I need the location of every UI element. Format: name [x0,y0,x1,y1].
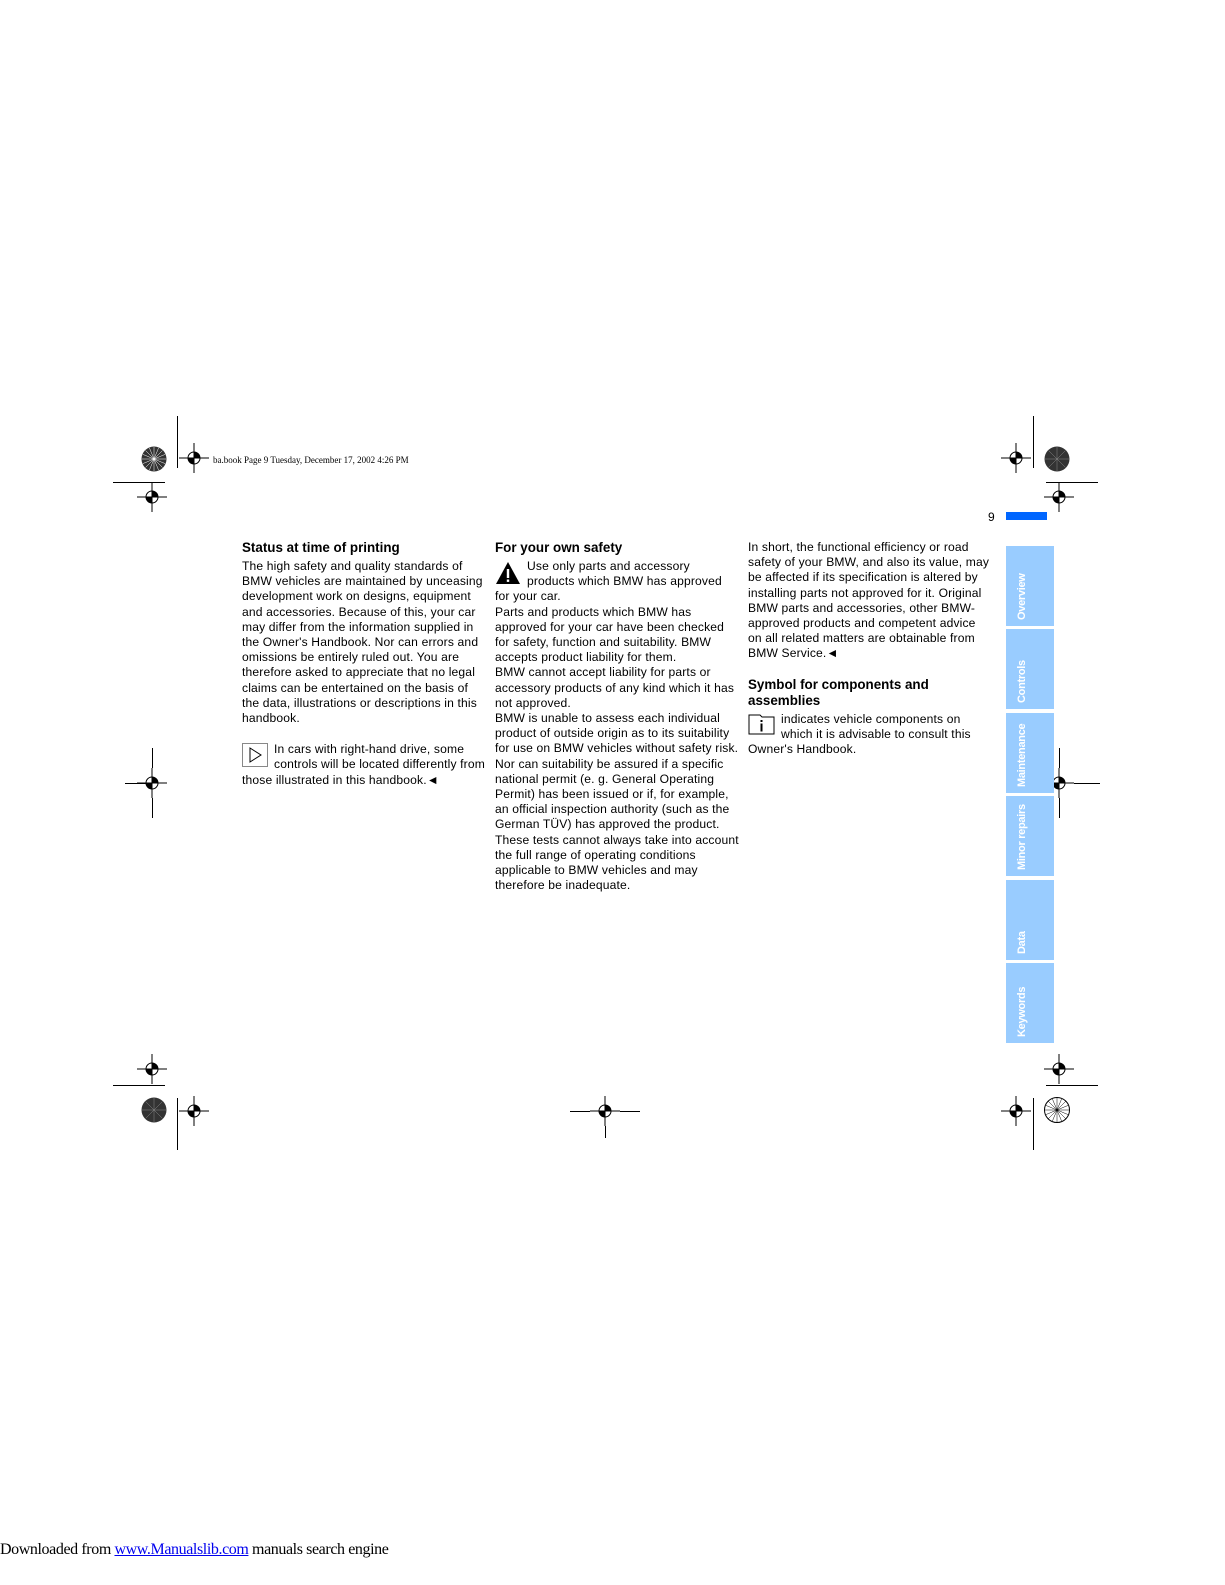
tab-minor-repairs[interactable] [1006,796,1054,876]
section-heading: Status at time of printing [242,540,400,555]
trim-mark [605,1126,606,1138]
tab-label: Data [1016,931,1028,954]
tab-overview[interactable] [1006,546,1054,626]
footer-suffix: manuals search engine [248,1541,389,1558]
trim-mark [1074,783,1100,784]
note-text: In cars with right-hand drive, some controls will be located differently from those illustrated in this handbook.◄ [242,742,485,787]
section-heading: Symbol for components and assemblies [748,676,929,708]
arrow-note-icon [242,743,268,767]
column-components [748,540,992,757]
paragraph: In short, the functional efficiency or road safety of your BMW, and also its value, may be affected if its specification is altered by installing parts not approved for it. Original BMW parts and accessories, other BMW-approved products and competent advice on all related matters are obtainable from BMW Service.◄ [748,540,990,661]
trim-mark [152,748,153,768]
color-starburst-icon [1044,1097,1070,1123]
paragraph: The high safety and quality standards of BMW vehicles are maintained by unceasing development work on designs, equipment and accessories. Because of this, your car may differ from the information supplied in the Owner's Handbook. Nor can errors and omissions be entirely ruled out. You are therefore asked to appreciate that no legal claims can be entertained on the basis of the data, illustrations or descriptions in this handbook. [242,559,483,726]
tab-maintenance[interactable] [1006,713,1054,793]
tab-data[interactable] [1006,880,1054,960]
registration-target-icon [1044,482,1074,512]
registration-target-icon [179,443,209,473]
page-number: 9 [988,510,995,524]
trim-mark [620,1111,640,1112]
paragraph: Parts and products which BMW has approved for your car have been checked for safety, function and suitability. BMW accepts product liability for them. [495,604,725,665]
trim-mark [1046,1085,1098,1086]
section-heading: For your own safety [495,540,623,555]
registration-target-icon [1044,1054,1074,1084]
warning-paragraph [495,559,739,605]
trim-mark [177,416,178,468]
trim-mark [177,1098,178,1150]
trim-mark [1059,748,1060,768]
paragraph: BMW is unable to assess each individual product of outside origin as to its suitability for use on BMW vehicles without safety risk. Nor can suitability be assured if a specific national permit (e. g. General Operating Permit) has been issued or if, for example, an official inspection authority (such as the German TÜV) has approved the product. These tests cannot always take into account the full range of operating conditions applicable to BMW vehicles and may therefore be inadequate. [495,711,739,893]
registration-target-icon [137,482,167,512]
color-starburst-icon [141,446,167,472]
download-footer [0,1541,388,1559]
manualslib-link[interactable]: www.Manualslib.com [114,1541,249,1558]
tab-keywords[interactable] [1006,963,1054,1043]
tab-label: Minor repairs [1016,804,1028,870]
trim-mark [1059,798,1060,818]
color-starburst-icon [1044,446,1070,472]
tab-label: Keywords [1016,986,1028,1037]
trim-mark [1033,416,1034,468]
tab-label: Maintenance [1016,723,1028,787]
paragraph: BMW cannot accept liability for parts or accessory products of any kind which it has not approved. [495,665,735,710]
trim-mark [1033,1098,1034,1150]
footer-prefix: Downloaded from [0,1541,115,1558]
registration-target-icon [590,1096,620,1126]
registration-target-icon [179,1096,209,1126]
trim-mark [125,783,151,784]
column-status-printing [242,540,486,788]
registration-target-icon [137,1054,167,1084]
printer-slug: ba.book Page 9 Tuesday, December 17, 2002 4:26 PM [213,455,409,465]
note-paragraph [242,742,486,788]
registration-target-icon [1001,1096,1031,1126]
column-own-safety [495,540,739,893]
trim-mark [570,1111,590,1112]
book-info-icon [748,713,775,735]
info-text: indicates vehicle components on which it is advisable to consult this Owner's Handbook. [748,711,971,757]
page-accent-bar [1006,512,1047,520]
color-starburst-icon [141,1097,167,1123]
warning-triangle-icon [495,560,521,586]
trim-mark [113,1085,165,1086]
info-paragraph [748,712,992,758]
registration-target-icon [1001,443,1031,473]
trim-mark [152,798,153,818]
tab-label: Overview [1016,573,1028,620]
tab-controls[interactable] [1006,629,1054,709]
warning-text: Use only parts and accessory products which BMW has approved for your car. [495,559,722,604]
tab-label: Controls [1016,660,1028,703]
